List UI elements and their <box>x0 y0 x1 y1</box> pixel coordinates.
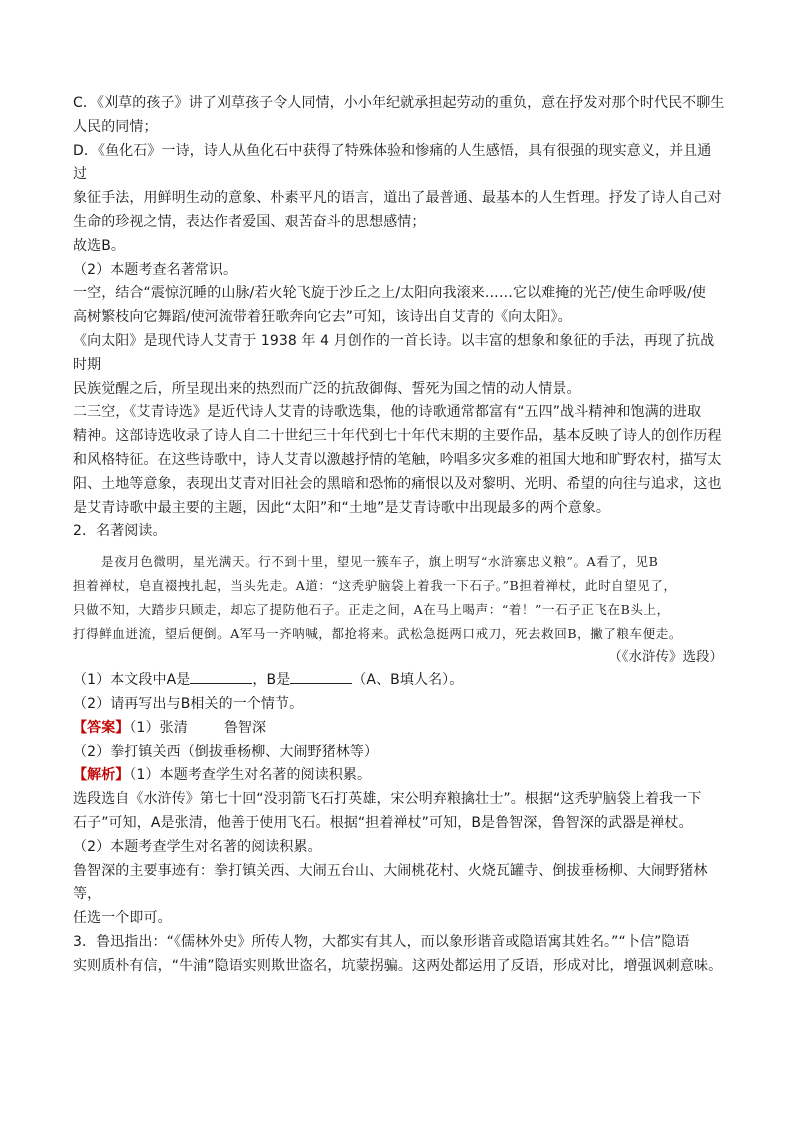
question-2-1 <box>73 669 725 693</box>
answer-1b: 鲁智深 <box>223 719 267 736</box>
excerpt-block <box>73 550 725 646</box>
option-d-line-2: 象征手法，用鲜明生动的意象、朴素平凡的语言，道出了最普通、最基本的人生哲理。抒发了诗人自己对 <box>73 190 722 207</box>
question-2-2: （2）请再写出与B相关的一个情节。 <box>73 695 304 712</box>
analysis-line-1 <box>73 764 725 788</box>
analysis-line-3: （2）本题考查学生对名著的阅读积累。 <box>73 838 322 855</box>
analysis-tag: 【解析】 <box>73 767 130 784</box>
answer-tag: 【答案】 <box>73 719 130 736</box>
blank-a[interactable] <box>190 669 252 684</box>
excerpt-line-1: 是夜月色微明，星光满天。行不到十里，望见一簇车子，旗上明写“水浒寨忠义粮”。A看了，见B <box>101 554 659 570</box>
option-c-line-1: C．《刈草的孩子》讲了刈草孩子令人同情，小小年纪就承担起劳动的重负，意在抒发对那个时代民不聊生 <box>73 95 725 111</box>
question-3-line-1: 3．鲁迅指出：“《儒林外史》所传人物，大都实有其人，而以象形谐音或隐语寓其姓名。”“卜信”隐语 <box>73 933 690 950</box>
option-d-line-1: D．《鱼化石》一诗，诗人从鱼化石中获得了特殊体验和惨痛的人生感悟，具有很强的现实意义，并且通过 <box>73 142 712 183</box>
part2-intro: （2）本题考查名著常识。 <box>73 261 238 278</box>
document-page <box>73 92 725 979</box>
answer-1a: （1）张清 <box>129 719 188 736</box>
blank-b[interactable] <box>290 669 352 684</box>
q2-1-middle: ，B是 <box>252 672 291 689</box>
analysis-line-2a: 选段选自《水浒传》第七十回“没羽箭飞石打英雄，宋公明弃粮擒壮士”。根据“这秃驴脑袋上着我一下 <box>73 791 702 808</box>
q2-1-prefix: （1）本文段中A是 <box>73 672 191 689</box>
question-2-title: 2．名著阅读。 <box>73 523 167 540</box>
answer-line-1 <box>73 717 725 741</box>
excerpt-line-3: 只做不知，大踏步只顾走，却忘了提防他石子。正走之间，A在马上喝声：“着！”一石子正飞在B头上， <box>73 602 670 618</box>
part2-para3-line4: 阳、土地等意象，表现出艾青对旧社会的黑暗和恐怖的痛恨以及对黎明、光明、希望的向往与追求，这也 <box>73 475 722 492</box>
part2-para2-line2: 民族觉醒之后，所呈现出来的热烈而广泛的抗敌御侮、誓死为国之情的动人情景。 <box>73 380 581 397</box>
part2-para2-line1: 《向太阳》是现代诗人艾青于 1938 年 4 月创作的一首长诗。以丰富的想象和象征的手法，再现了抗战时期 <box>73 332 715 373</box>
option-d-line-3: 生命的珍视之情，表达作者爱国、艰苦奋斗的思想感情； <box>73 213 426 230</box>
analysis-line-4a: 鲁智深的主要事迹有：拳打镇关西、大闹五台山、大闹桃花村、火烧瓦罐寺、倒拔垂杨柳、大闹野猪林等， <box>73 862 708 903</box>
analysis-line-2b: 石子”可知，A是张清，他善于使用飞石。根据“担着禅杖”可知，B是鲁智深，鲁智深的武器是禅杖。 <box>73 814 693 831</box>
analysis-1: （1）本题考查学生对名著的阅读积累。 <box>129 767 372 784</box>
excerpt-source: （《水浒传》选段） <box>608 649 723 666</box>
answer-line-2: （2）拳打镇关西（倒拔垂杨柳、大闹野猪林等） <box>73 743 379 760</box>
part2-para3-line3: 和风格特征。在这些诗歌中，诗人艾青以激越抒情的笔触，吟唱多灾多难的祖国大地和旷野农村，描写太 <box>73 451 722 468</box>
part2-para3-line5: 是艾青诗歌中最主要的主题，因此“太阳”和“土地”是艾青诗歌中出现最多的两个意象。 <box>73 499 611 516</box>
question-3-line-2: 实则质朴有信，“牛浦”隐语实则欺世盗名，坑蒙拐骗。这两处都运用了反语，形成对比，增强讽刺意味。 <box>73 957 723 974</box>
answer-choice: 故选B。 <box>73 237 126 254</box>
excerpt-line-4: 打得鲜血迸流，望后便倒。A军马一齐呐喊，都抢将来。武松急挺两口戒刀，死去救回B，撇了粮车便走。 <box>73 626 682 642</box>
analysis-line-4b: 任选一个即可。 <box>73 910 172 927</box>
part2-para3-line2: 精神。这部诗选收录了诗人自二十世纪三十年代到七十年代末期的主要作品，基本反映了诗人的创作历程 <box>73 428 722 445</box>
excerpt-line-2: 担着禅杖，皂直裰拽扎起，当头先走。A道：“这秃驴脑袋上着我一下石子。”B担着禅杖，此时自望见了， <box>73 578 677 594</box>
part2-para3-line1: 二三空，《艾青诗选》是近代诗人艾青的诗歌选集，他的诗歌通常都富有“五四”战斗精神和饱满的进取 <box>73 404 702 421</box>
part2-para1-line2: 高树繁枝向它舞蹈/使河流带着狂歌奔向它去”可知，该诗出自艾青的《向太阳》。 <box>73 309 572 326</box>
q2-1-suffix: （A、B填人名）。 <box>352 672 464 689</box>
option-c-line-2: 人民的同情； <box>73 118 158 135</box>
part2-para1-line1: 一空，结合“震惊沉睡的山脉/若火轮飞旋于沙丘之上/太阳向我滚来……它以难掩的光芒/使生命呼吸/使 <box>73 285 706 302</box>
